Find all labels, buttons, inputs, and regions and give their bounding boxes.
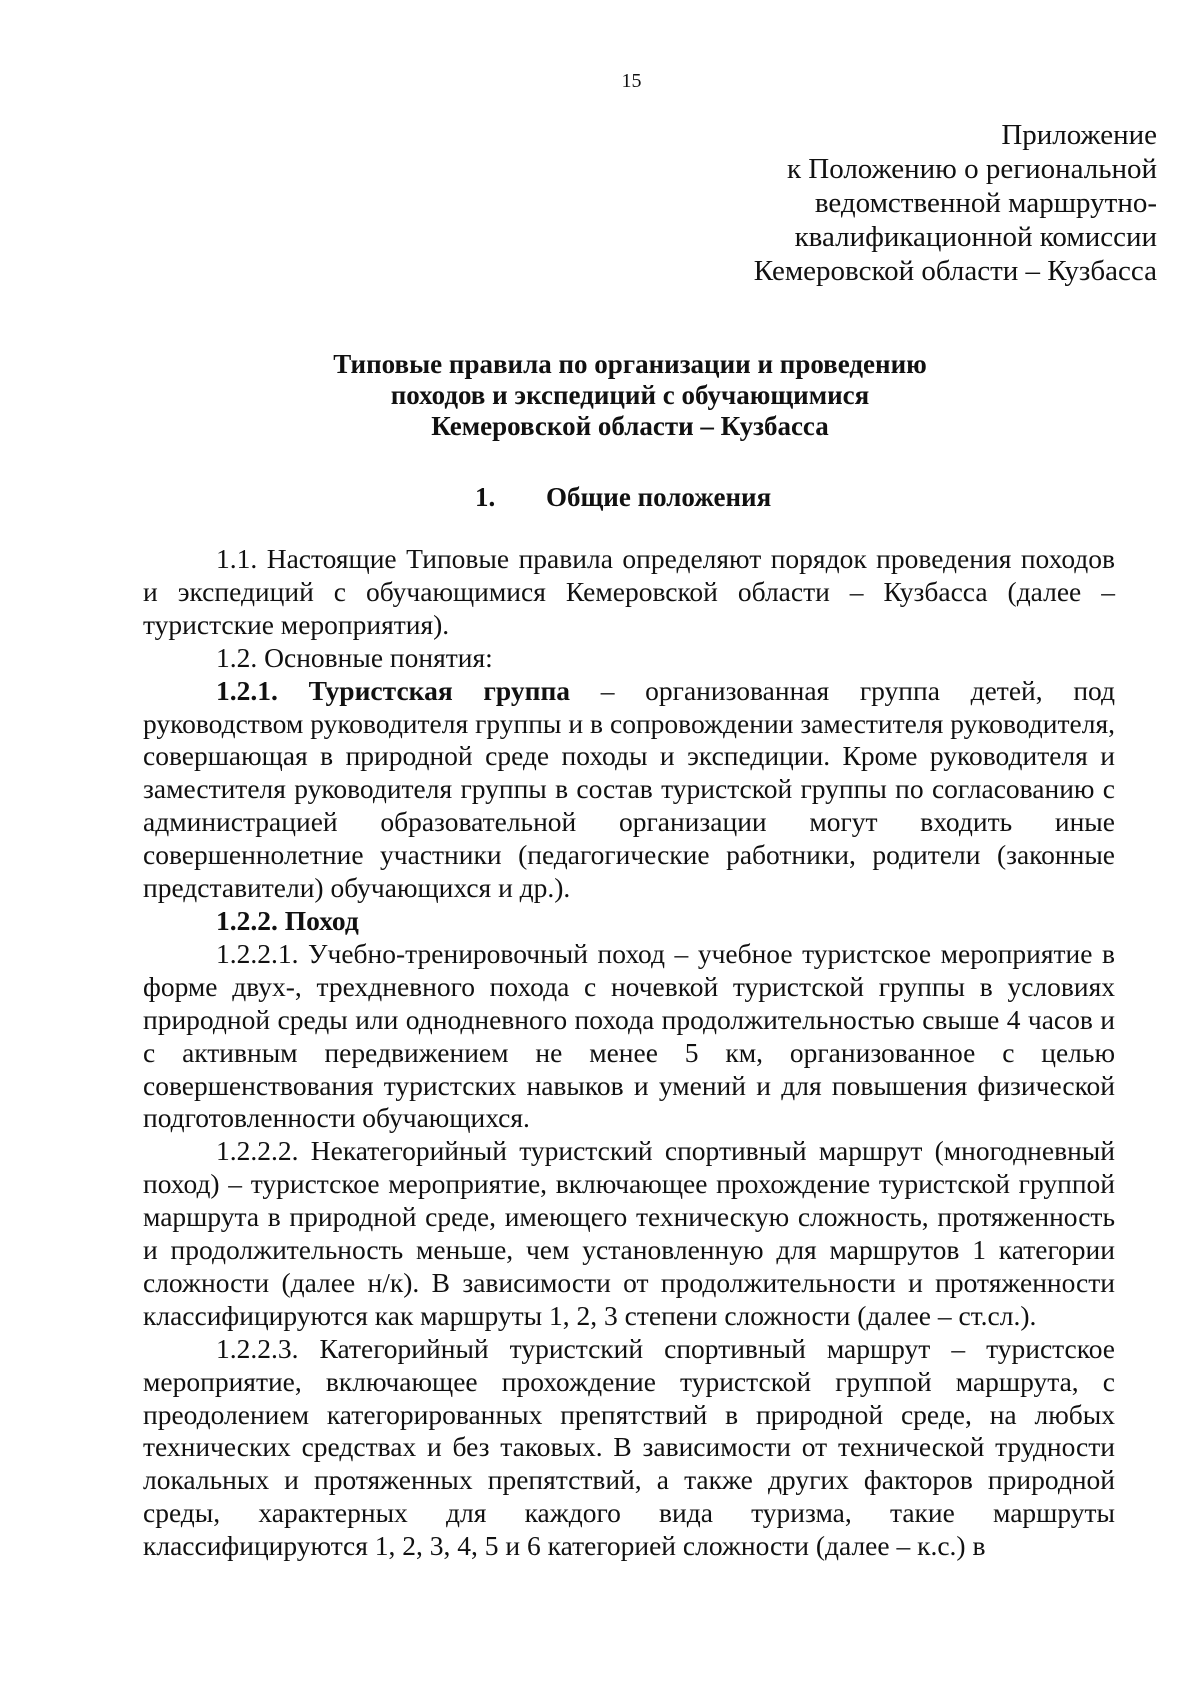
paragraph: 1.1. Настоящие Типовые правила определяют порядок проведения походов и экспедиций с обучающимися Кемеровской области – Кузбасса (далее – туристские мероприятия). — [143, 543, 1115, 640]
title-line: походов и экспедиций с обучающимися — [390, 380, 870, 410]
section-title: Общие положения — [546, 482, 772, 512]
appendix-block — [597, 118, 1157, 288]
section-heading — [475, 482, 875, 513]
appendix-line: Приложение — [1001, 119, 1157, 151]
section-number: 1. — [475, 482, 496, 512]
term-definition: – организованная группа детей, под руководством руководителя группы и в сопровождении заместителя руководителя, совершающая в природной среде походы и экспедиции. Кроме руководителя и заместителя руководителя группы в состав туристской группы по согласованию с администрацией образовательной организации могут входить иные совершеннолетние участники (педагогические работники, родители (законные представители) обучающихся и др.). — [143, 674, 1115, 904]
title-line: Кемеровской области – Кузбасса — [431, 411, 829, 441]
paragraph: 1.2.2.2. Некатегорийный туристский спортивный маршрут (многодневный поход) – туристское мероприятие, включающее прохождение туристской группой маршрута в природной среде, имеющего техническую сложность, протяженность и продолжительность меньше, чем установленную для маршрутов 1 категории сложности (далее н/к). В зависимости от продолжительности и протяженности классифицируются как маршруты 1, 2, 3 степени сложности (далее – ст.сл.). — [143, 1135, 1115, 1331]
term-bold: 1.2.1. Туристская группа — [216, 674, 571, 706]
appendix-line: к Положению о региональной — [786, 153, 1157, 185]
subheading: 1.2.2. Поход — [216, 904, 359, 936]
appendix-line: Кемеровской области – Кузбасса — [753, 255, 1157, 287]
paragraph — [143, 675, 1115, 905]
document-title — [140, 349, 1120, 442]
appendix-line: ведомственной маршрутно- — [814, 187, 1157, 219]
paragraph: 1.2. Основные понятия: — [216, 641, 493, 673]
paragraph: 1.2.2.3. Категорийный туристский спортивный маршрут – туристское мероприятие, включающее прохождение туристской группой маршрута, с преодолением категорированных препятствий в природной среде, на любых технических средствах и без таковых. В зависимости от технической трудности локальных и протяженных препятствий, а также других факторов природной среды, характерных для каждого вида туризма, такие маршруты классифицируются 1, 2, 3, 4, 5 и 6 категорией сложности (далее – к.с.) в — [143, 1332, 1115, 1562]
paragraph: 1.2.2.1. Учебно-тренировочный поход – учебное туристское мероприятие в форме двух-, трехдневного похода с ночевкой туристской группы в условиях природной среды или однодневного похода продолжительностью свыше 4 часов и с активным передвижением не менее 5 км, организованное с целью совершенствования туристских навыков и умений и для повышения физической подготовленности обучающихся. — [143, 937, 1115, 1134]
page-number: 15 — [621, 70, 642, 92]
appendix-line: квалификационной комиссии — [794, 221, 1157, 253]
title-line: Типовые правила по организации и проведению — [333, 349, 927, 379]
document-body — [143, 543, 1115, 1563]
